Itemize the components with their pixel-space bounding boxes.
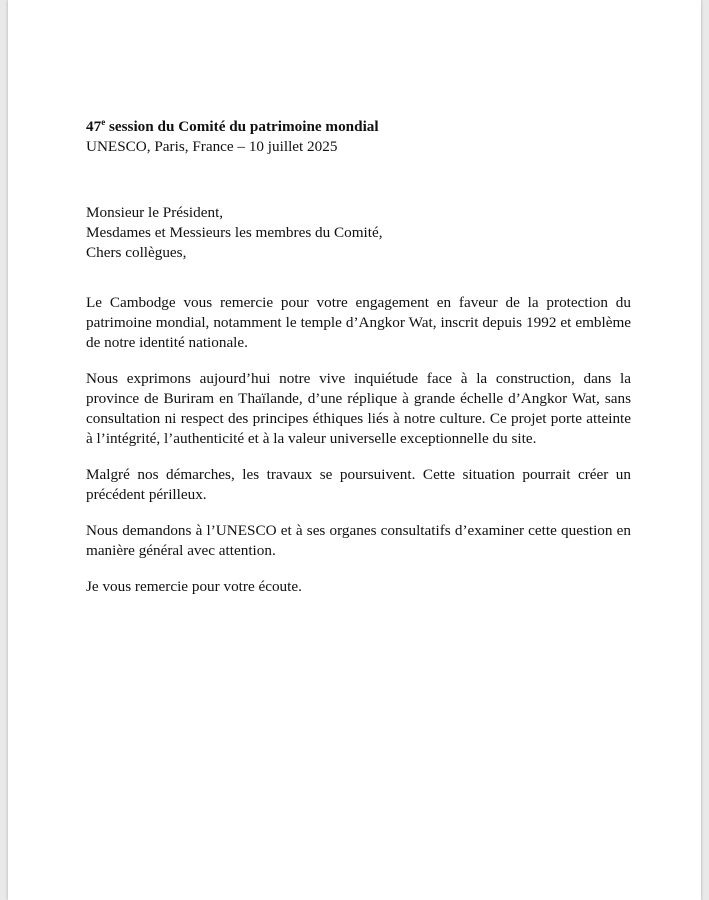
session-title [86, 117, 631, 137]
paragraph-closing: Je vous remercie pour votre écoute. [86, 578, 302, 595]
document-page [8, 0, 701, 900]
paragraph-request: Nous demandons à l’UNESCO et à ses organes consultatifs d’examiner cette question en manière général avec attention. [86, 522, 631, 559]
letter-content [86, 117, 631, 597]
salutation-line-colleagues: Chers collègues, [86, 244, 187, 261]
letter-header [86, 117, 631, 157]
session-number: 47 [86, 118, 102, 135]
paragraph-thanks: Le Cambodge vous remercie pour votre engagement en faveur de la protection du patrimoine mondial, notamment le temple d’Angkor Wat, inscrit depuis 1992 et emblème de notre identité nationale. [86, 294, 631, 351]
salutation-block [86, 203, 631, 263]
place-date: UNESCO, Paris, France – 10 juillet 2025 [86, 138, 338, 155]
salutation-line-members: Mesdames et Messieurs les membres du Comité, [86, 224, 383, 241]
paragraph-situation: Malgré nos démarches, les travaux se poursuivent. Cette situation pourrait créer un précédent périlleux. [86, 466, 631, 503]
salutation-line-president: Monsieur le Président, [86, 204, 224, 221]
session-title-text: session du Comité du patrimoine mondial [105, 118, 379, 135]
paragraph-concern: Nous exprimons aujourd’hui notre vive inquiétude face à la construction, dans la province de Buriram en Thaïlande, d’une réplique à grande échelle d’Angkor Wat, sans consultation ni respect des principes éthiques liés à notre culture. Ce projet porte atteinte à l’intégrité, l’authenticité et à la valeur universelle exceptionnelle du site. [86, 370, 631, 447]
session-superscript: e [101, 117, 106, 127]
